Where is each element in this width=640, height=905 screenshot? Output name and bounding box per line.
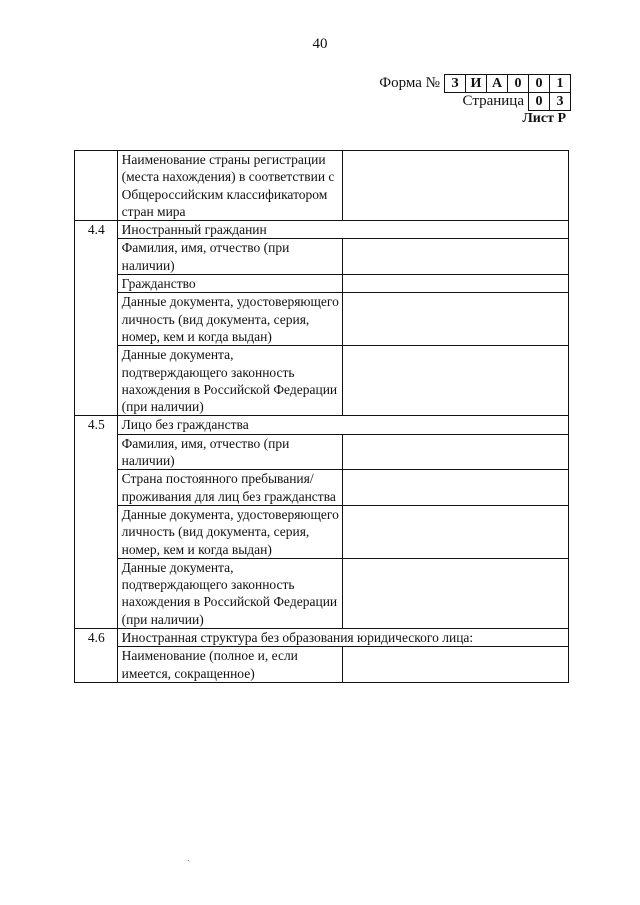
field-label: Данные документа, подтверждающего законность нахождения в Российской Федерации (при наличии) [117, 346, 343, 416]
field-value[interactable] [343, 505, 569, 558]
table-row [75, 151, 569, 221]
section-title: Иностранный гражданин [117, 221, 568, 239]
table-row [75, 239, 569, 275]
field-value[interactable] [343, 647, 569, 683]
field-label: Страна постоянного пребывания/проживания для лиц без гражданства [117, 470, 343, 506]
scan-mark: ˏ [187, 851, 191, 862]
field-value[interactable] [343, 239, 569, 275]
section-title: Иностранная структура без образования юридического лица: [117, 629, 568, 647]
page-number: 40 [312, 36, 328, 52]
table-row [75, 293, 569, 346]
field-label: Гражданство [117, 275, 343, 293]
field-value[interactable] [343, 346, 569, 416]
field-value[interactable] [343, 434, 569, 470]
field-label: Данные документа, удостоверяющего личность (вид документа, серия, номер, кем и когда выдан) [117, 505, 343, 558]
table-row [75, 346, 569, 416]
table-row [75, 470, 569, 506]
table-row [75, 558, 569, 628]
table-row [75, 505, 569, 558]
form-number-label: Форма № [379, 74, 440, 91]
table-row [75, 647, 569, 683]
field-value[interactable] [343, 151, 569, 221]
form-code-char: И [465, 75, 486, 92]
form-code-boxes [444, 74, 571, 93]
sheet-label: Лист Р [522, 111, 566, 126]
table-row [75, 629, 569, 647]
section-number-cell [75, 151, 118, 221]
form-table [74, 150, 569, 683]
form-code-row [379, 74, 571, 92]
page-label: Страница [462, 92, 524, 109]
form-header [379, 74, 571, 110]
field-label: Фамилия, имя, отчество (при наличии) [117, 239, 343, 275]
field-value[interactable] [343, 470, 569, 506]
form-code-char: 1 [549, 75, 570, 92]
table-row [75, 416, 569, 434]
section-title: Лицо без гражданства [117, 416, 568, 434]
field-value[interactable] [343, 275, 569, 293]
field-label: Наименование (полное и, если имеется, сокращенное) [117, 647, 343, 683]
field-value[interactable] [343, 558, 569, 628]
field-label: Данные документа, удостоверяющего личность (вид документа, серия, номер, кем и когда выдан) [117, 293, 343, 346]
page-digit: 3 [549, 93, 570, 110]
section-number: 4.4 [75, 221, 118, 416]
field-value[interactable] [343, 293, 569, 346]
section-number: 4.5 [75, 416, 118, 629]
field-label: Фамилия, имя, отчество (при наличии) [117, 434, 343, 470]
table-row [75, 221, 569, 239]
table-row [75, 434, 569, 470]
form-code-char: А [486, 75, 507, 92]
field-label: Данные документа, подтверждающего законность нахождения в Российской Федерации (при наличии) [117, 558, 343, 628]
page-number-boxes [528, 92, 571, 111]
page-digit: 0 [535, 93, 543, 109]
form-code-char: 0 [528, 75, 549, 92]
field-label: Наименование страны регистрации (места нахождения) в соответствии с Общероссийским классификатором стран мира [117, 151, 343, 221]
section-number: 4.6 [75, 629, 118, 683]
table-row [75, 275, 569, 293]
form-code-char: 0 [507, 75, 528, 92]
page-row [379, 92, 571, 110]
form-code-char: З [451, 75, 459, 91]
